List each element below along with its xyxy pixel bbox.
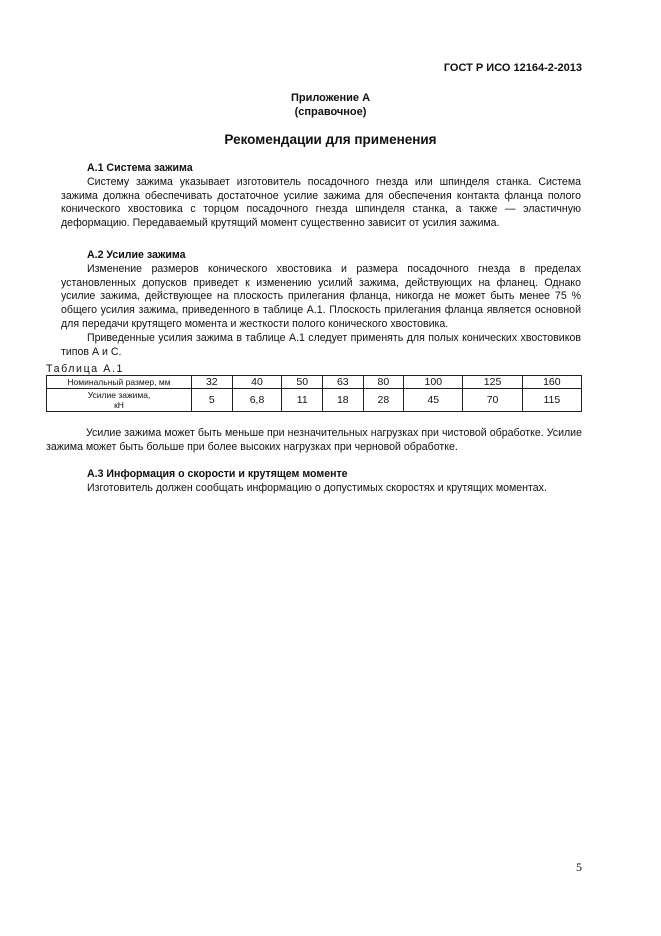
table-cell: 6,8 — [232, 389, 282, 412]
annex-type: (справочное) — [294, 106, 367, 118]
table-cell: 125 — [463, 376, 522, 389]
table-cell: 32 — [192, 376, 233, 389]
note-paragraph: Усилие зажима может быть меньше при незначительных нагрузках при чистовой обработке. Усилие зажима может быть больше при более высоких нагрузках при черновой обработке. — [46, 427, 582, 453]
annex-title: Рекомендации для применения — [224, 132, 437, 147]
table-cell: 28 — [363, 389, 404, 412]
table-cell: 160 — [522, 376, 581, 389]
table-cell: 115 — [522, 389, 581, 412]
row-label-clamping-force — [47, 389, 192, 412]
row-label-nominal-size: Номинальный размер, мм — [47, 376, 192, 389]
section-a1-paragraph: Систему зажима указывает изготовитель посадочного гнезда или шпинделя станка. Система зажима должна обеспечивать достаточное усилие зажима для обеспечения контакта фланца полого конического хвостовика с торцом посадочного гнезда шпинделя станка, а также — эластичную деформацию. Передаваемый крутящий момент существенно зависит от усилия зажима. — [61, 175, 581, 230]
section-a2-heading: А.2 Усилие зажима — [87, 249, 186, 261]
table-cell: 63 — [323, 376, 364, 389]
row-label-clamping-force-line1: Усилие зажима, — [87, 390, 151, 400]
section-a1 — [61, 162, 581, 231]
annex-name: Приложение А — [290, 92, 371, 104]
clamping-force-note — [46, 426, 582, 454]
table-row-nominal-size — [47, 376, 582, 389]
table-caption: Таблица А.1 — [46, 363, 124, 375]
section-a2-paragraph-1: Изменение размеров конического хвостовика и размера посадочного гнезда в пределах установленных допусков приведет к изменению усилий зажима, действующих на фланец. Однако усилие зажима, действующее на плоскость прилегания фланца, никогда не может быть менее 75 % общего усилия зажима, приведенного в таблице А.1. Плоскость прилегания фланца является основной для передачи крутящего момента и жесткости полого конического хвостовика. — [61, 262, 581, 330]
table-cell: 5 — [192, 389, 233, 412]
clamping-force-table — [46, 375, 582, 412]
table-row-clamping-force — [47, 389, 582, 412]
table-cell: 50 — [282, 376, 323, 389]
table-cell: 80 — [363, 376, 404, 389]
page-number: 5 — [576, 860, 582, 874]
section-a3-heading: А.3 Информация о скорости и крутящем моменте — [87, 468, 348, 480]
section-a2-paragraph-2: Приведенные усилия зажима в таблице А.1 следует применять для полых конических хвостовиков типов А и С. — [61, 331, 581, 358]
row-label-clamping-force-line2: кН — [114, 400, 124, 410]
table-cell: 45 — [404, 389, 463, 412]
section-a3-paragraph: Изготовитель должен сообщать информацию о допустимых скоростях и крутящих моментах. — [87, 481, 547, 494]
section-a1-heading: А.1 Система зажима — [87, 162, 193, 174]
table-cell: 70 — [463, 389, 522, 412]
section-a2 — [61, 249, 581, 359]
table-cell: 18 — [323, 389, 364, 412]
table-cell: 40 — [232, 376, 282, 389]
section-a3 — [61, 468, 581, 496]
table-cell: 11 — [282, 389, 323, 412]
standard-id: ГОСТ Р ИСО 12164-2-2013 — [443, 62, 582, 74]
table-cell: 100 — [404, 376, 463, 389]
